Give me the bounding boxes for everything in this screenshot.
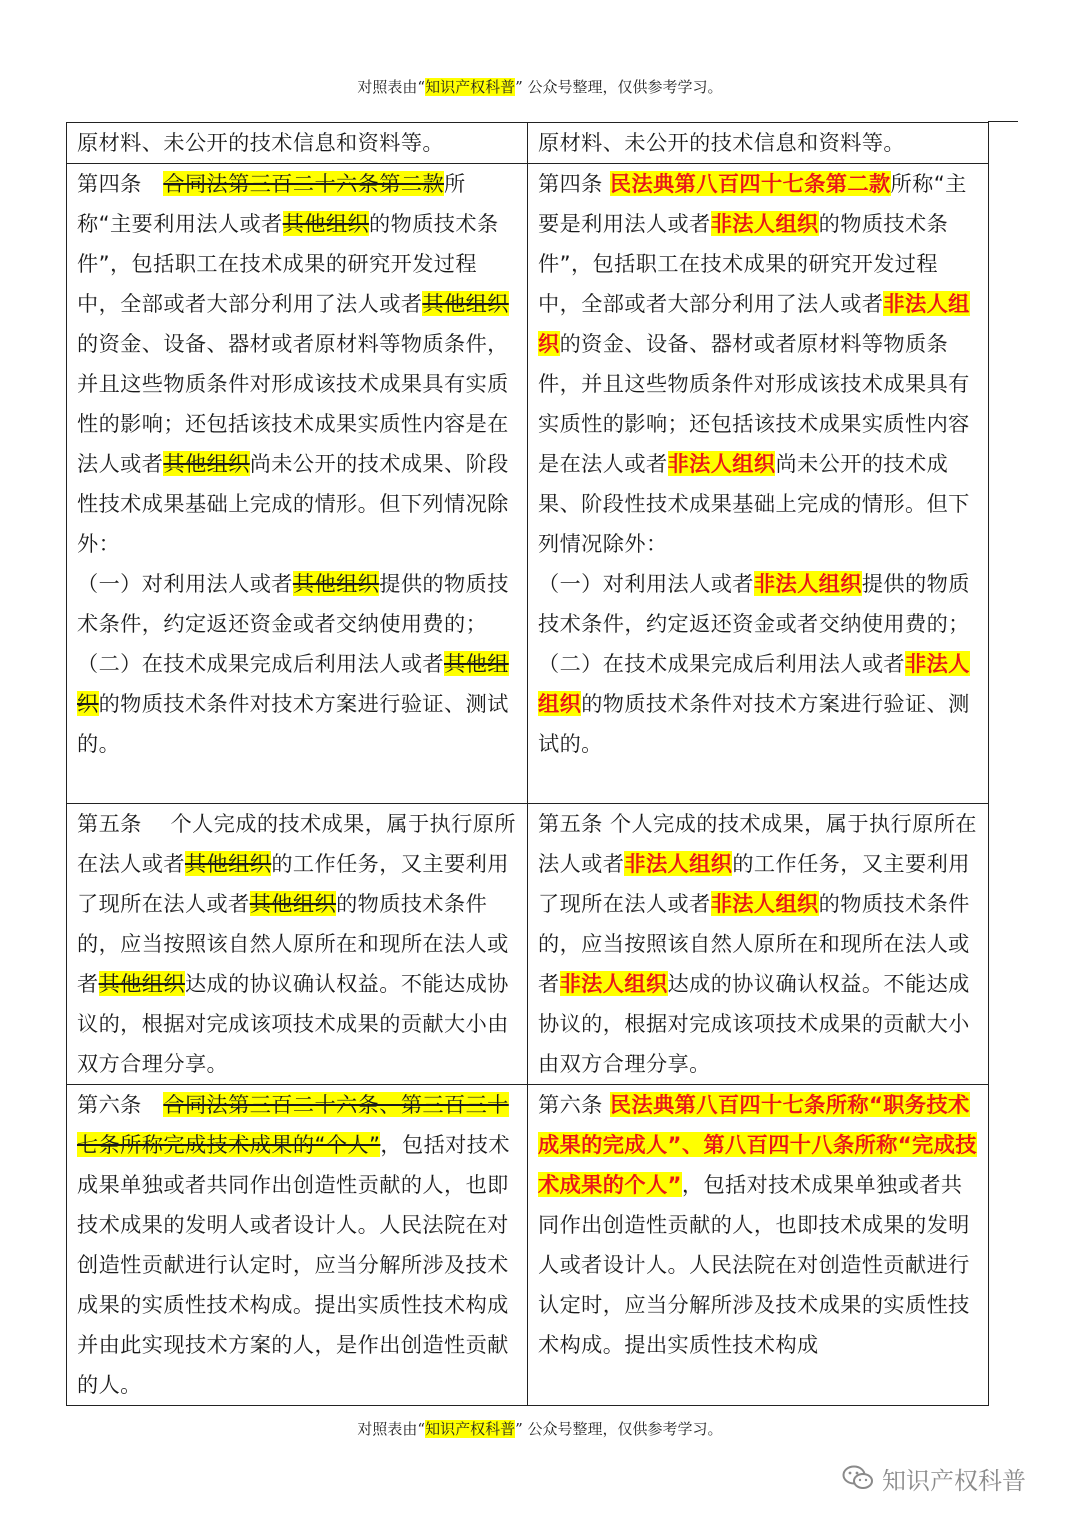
amended-text: 民法典第八百四十七条第二款	[609, 171, 891, 196]
old-provision-cell	[67, 123, 528, 164]
amended-text: 非法人组织	[538, 651, 970, 716]
provision-text-segment: 提供的物质技术条件，约定返还资金或者交纳使用费的； （二）在技术成果完成后利用法人或者	[77, 571, 509, 676]
new-provision-cell	[528, 804, 989, 1085]
deleted-text: 合同法第三百二十六条、第三百三十七条所称完成技术成果的“个人”	[77, 1092, 509, 1157]
amended-text: 非法人组织	[538, 291, 970, 356]
provision-text-segment: 第四条	[538, 171, 610, 196]
new-provision-cell	[528, 164, 989, 804]
new-provision-text	[538, 1085, 980, 1365]
footer-note-suffix: ” 公众号整理，仅供参考学习。	[515, 1420, 723, 1438]
deleted-text: 合同法第三百二十六条第二款	[163, 171, 444, 196]
amended-text: 非法人组织	[710, 211, 819, 236]
deleted-text: 其他组织	[422, 291, 509, 316]
provision-text-segment: 达成的协议确认权益。不能达成协议的，根据对完成该项技术成果的贡献大小由双方合理分享。	[77, 971, 509, 1076]
provision-text-segment: 的物质技术条件”，包括职工在技术成果的研究开发过程中，全部或者大部分利用了法人或者	[77, 211, 499, 316]
brand-watermark	[842, 1458, 1026, 1498]
provision-text-segment: 的工作任务，又主要利用了现所在法人或者	[538, 851, 970, 916]
table-row	[67, 804, 989, 1085]
new-provision-text	[538, 804, 980, 1084]
provision-text-segment: 第四条	[77, 171, 164, 196]
provision-text-segment: 的物质技术条件对技术方案进行验证、测试的。	[77, 691, 509, 756]
new-provision-text	[538, 123, 980, 163]
old-provision-text	[77, 1085, 519, 1405]
header-note	[0, 76, 1080, 97]
deleted-text: 其他组织	[249, 891, 337, 916]
amended-text: 民法典第八百四十七条所称“职务技术成果的完成人”、第八百四十八条所称“完成技术成果的个人”	[538, 1092, 977, 1197]
deleted-text: 其他组织	[282, 211, 370, 236]
footer-note-prefix: 对照表由“	[357, 1420, 426, 1438]
table-top-extension	[988, 121, 1018, 122]
header-note-suffix: ” 公众号整理，仅供参考学习。	[515, 78, 723, 96]
table-row	[67, 123, 989, 164]
brand-label: 知识产权科普	[882, 1466, 1026, 1495]
provision-text-segment: 第六条	[77, 1092, 164, 1117]
new-provision-cell	[528, 1085, 989, 1406]
provision-text-segment: 提供的物质技术条件，约定返还资金或者交纳使用费的； （二）在技术成果完成后利用法人或者	[538, 571, 970, 676]
provision-text-segment: 达成的协议确认权益。不能达成协议的，根据对完成该项技术成果的贡献大小由双方合理分享。	[538, 971, 970, 1076]
old-provision-text	[77, 804, 519, 1084]
deleted-text: 其他组织	[292, 571, 380, 596]
header-note-prefix: 对照表由“	[357, 78, 426, 96]
provision-text-segment: ，包括对技术成果单独或者共同作出创造性贡献的人，也即技术成果的发明人或者设计人。人民法院在对创造性贡献进行认定时，应当分解所涉及技术成果的实质性技术构成。提出实质性技术构成	[538, 1172, 970, 1357]
provision-text-segment: 的资金、设备、器材或者原材料等物质条件，并且这些物质条件对形成该技术成果具有实质性的影响；还包括该技术成果实质性内容是在法人或者	[77, 331, 509, 476]
provision-text-segment: 第五条 个人完成的技术成果，属于执行原所在法人或者	[77, 811, 516, 876]
provision-text-segment: 第六条	[538, 1092, 610, 1117]
amended-text: 非法人组织	[624, 851, 733, 876]
provision-text-segment: 所称“主要利用法人或者	[77, 171, 466, 236]
provision-text-segment: 第五条 个人完成的技术成果，属于执行原所在法人或者	[538, 811, 977, 876]
old-provision-text	[77, 123, 519, 163]
provision-text-segment: 所称“主要是利用法人或者	[538, 171, 967, 236]
wechat-icon	[842, 1464, 874, 1492]
comparison-table	[66, 122, 989, 1406]
provision-text-segment: 的工作任务，又主要利用了现所在法人或者	[77, 851, 509, 916]
old-provision-cell	[67, 1085, 528, 1406]
header-note-highlight: 知识产权科普	[425, 78, 516, 96]
deleted-text: 其他组织	[98, 971, 185, 996]
provision-text-segment: 尚未公开的技术成果、阶段性技术成果基础上完成的情形。但下列情况除外： （一）对利用法人或者	[538, 451, 970, 596]
provision-text-segment: 原材料、未公开的技术信息和资料等。	[77, 130, 444, 155]
footer-note-highlight: 知识产权科普	[425, 1420, 516, 1438]
deleted-text: 其他组织	[77, 651, 509, 716]
provision-text-segment: ，包括对技术成果单独或者共同作出创造性贡献的人，也即技术成果的发明人或者设计人。人民法院在对创造性贡献进行认定时，应当分解所涉及技术成果的实质性技术构成。提出实质性技术构成并由此实现技术方案的人，是作出创造性贡献的人。	[77, 1132, 510, 1397]
deleted-text: 其他组织	[163, 451, 250, 476]
footer-note	[0, 1418, 1080, 1439]
table-row	[67, 164, 989, 804]
provision-text-segment: 的物质技术条件”，包括职工在技术成果的研究开发过程中，全部或者大部分利用了法人或者	[538, 211, 949, 316]
amended-text: 非法人组织	[667, 451, 776, 476]
deleted-text: 其他组织	[184, 851, 272, 876]
amended-text: 非法人组织	[753, 571, 862, 596]
provision-text-segment: 原材料、未公开的技术信息和资料等。	[538, 130, 905, 155]
table-row	[67, 1085, 989, 1406]
new-provision-cell	[528, 123, 989, 164]
provision-text-segment: 的物质技术条件的，应当按照该自然人原所在和现所在法人或者	[77, 891, 509, 996]
provision-text-segment: 的资金、设备、器材或者原材料等物质条件，并且这些物质条件对形成该技术成果具有实质性的影响；还包括该技术成果实质性内容是在法人或者	[538, 331, 970, 476]
provision-text-segment: 尚未公开的技术成果、阶段性技术成果基础上完成的情形。但下列情况除外： （一）对利用法人或者	[77, 451, 509, 596]
old-provision-text	[77, 164, 519, 764]
old-provision-cell	[67, 804, 528, 1085]
provision-text-segment: 的物质技术条件对技术方案进行验证、测试的。	[538, 691, 970, 756]
old-provision-cell	[67, 164, 528, 804]
new-provision-text	[538, 164, 980, 764]
provision-text-segment: 的物质技术条件的，应当按照该自然人原所在和现所在法人或者	[538, 891, 970, 996]
amended-text: 非法人组织	[710, 891, 819, 916]
amended-text: 非法人组织	[559, 971, 668, 996]
